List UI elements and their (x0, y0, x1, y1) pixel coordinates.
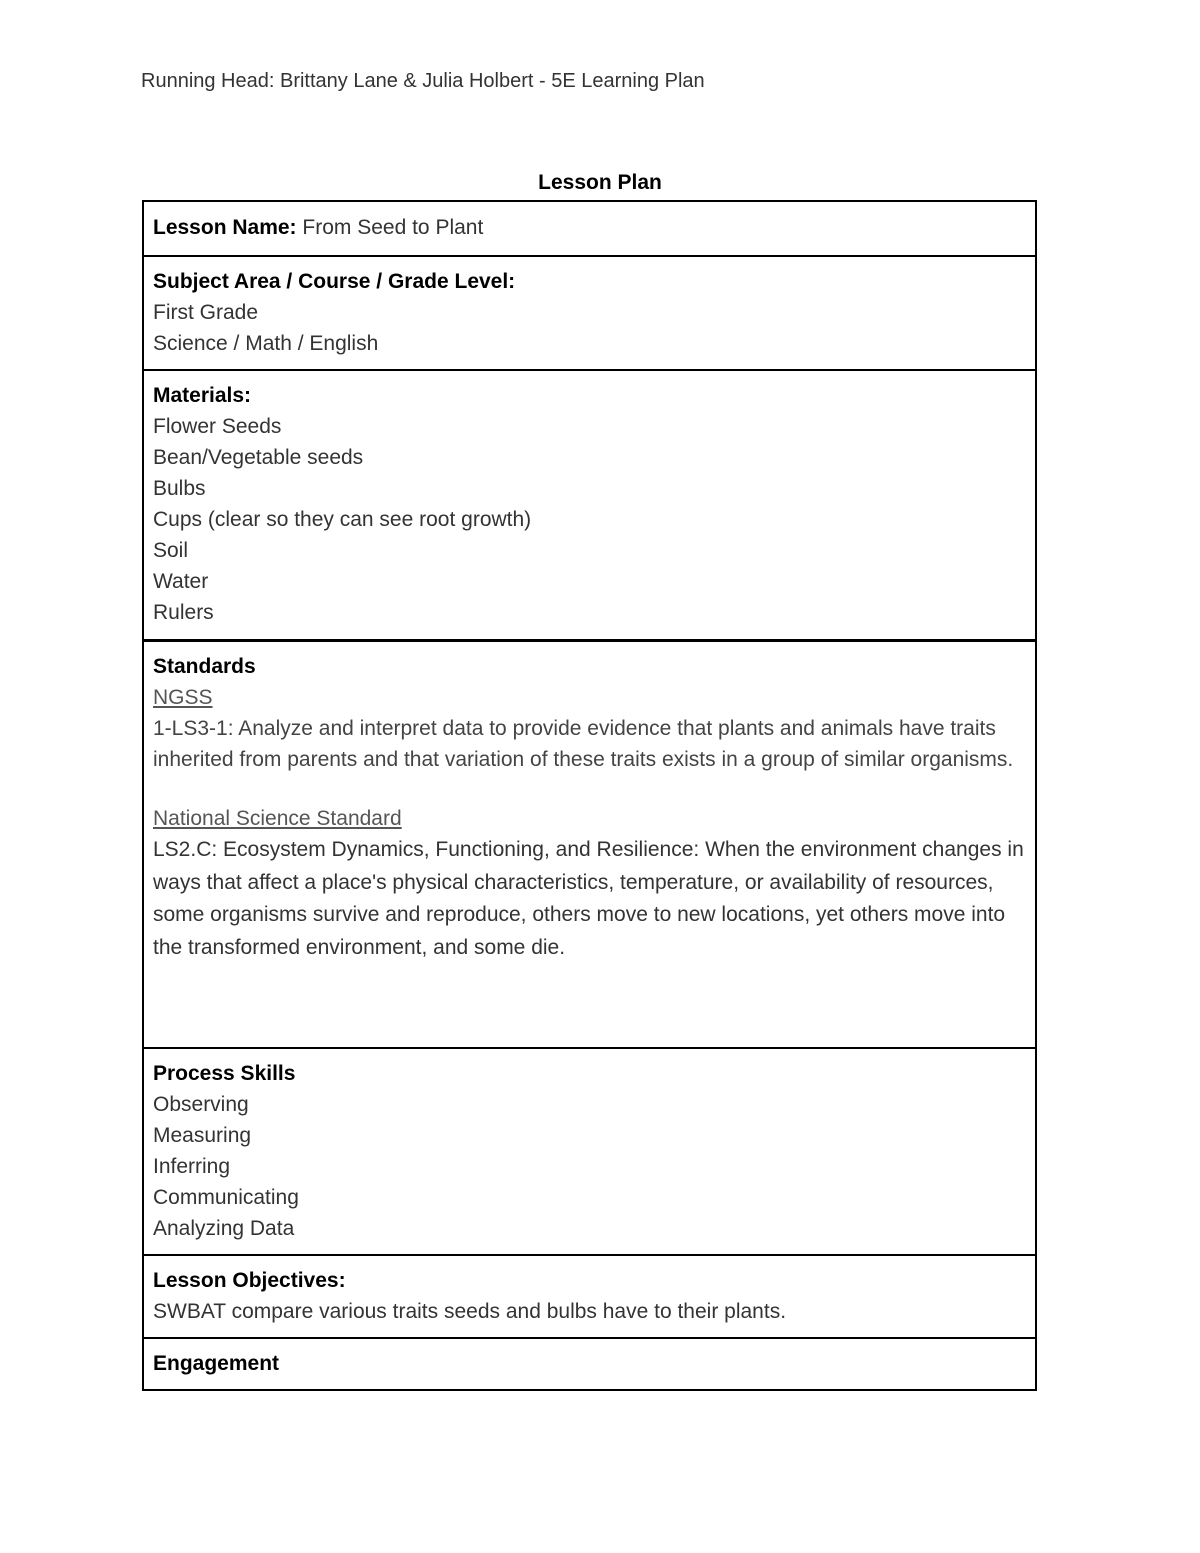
materials-item: Water (153, 570, 209, 593)
objectives-label: Lesson Objectives: (153, 1269, 346, 1292)
subject-line: Science / Math / English (153, 332, 379, 355)
national-standard-text: LS2.C: Ecosystem Dynamics, Functioning, and Resilience: When the environment changes in ways that affect a place's physical characteristics, temperature, or availability of resources, some organisms survive and reproduce, others move to new locations, yet others move into the transformed environment, and some die. (153, 838, 1024, 959)
materials-item: Rulers (153, 601, 214, 624)
ngss-standard-text: 1-LS3-1: Analyze and interpret data to provide evidence that plants and animals have traits inherited from parents and that variation of these traits exists in a group of similar organisms. (153, 717, 1014, 771)
process-skill-item: Measuring (153, 1124, 252, 1147)
subject-row (144, 255, 1035, 369)
national-standard-heading: National Science Standard (153, 807, 402, 830)
ngss-heading: NGSS (153, 686, 213, 709)
materials-row (144, 369, 1035, 639)
subject-line: First Grade (153, 301, 259, 324)
lesson-name-value: From Seed to Plant (302, 216, 484, 239)
materials-item: Soil (153, 539, 189, 562)
materials-item: Bulbs (153, 477, 206, 500)
process-skills-row (144, 1047, 1035, 1254)
materials-label: Materials: (153, 384, 252, 407)
objectives-row (144, 1254, 1035, 1337)
process-skill-item: Observing (153, 1093, 249, 1116)
standards-label: Standards (153, 655, 256, 678)
engagement-label: Engagement (153, 1352, 280, 1375)
standards-spacer (153, 775, 1026, 803)
running-head: Running Head: Brittany Lane & Julia Holbert - 5E Learning Plan (141, 70, 705, 92)
materials-item: Flower Seeds (153, 415, 282, 438)
standards-row (144, 639, 1035, 1047)
page-title: Lesson Plan (538, 171, 662, 194)
lesson-plan-table (142, 200, 1037, 1391)
lesson-name-row (144, 202, 1035, 255)
materials-item: Bean/Vegetable seeds (153, 446, 364, 469)
objectives-text: SWBAT compare various traits seeds and bulbs have to their plants. (153, 1300, 787, 1323)
process-skill-item: Analyzing Data (153, 1217, 295, 1240)
subject-label: Subject Area / Course / Grade Level: (153, 270, 516, 293)
engagement-row (144, 1337, 1035, 1389)
process-skill-item: Inferring (153, 1155, 231, 1178)
materials-item: Cups (clear so they can see root growth) (153, 508, 532, 531)
process-skill-item: Communicating (153, 1186, 299, 1209)
process-skills-label: Process Skills (153, 1062, 296, 1085)
lesson-name-label: Lesson Name: (153, 216, 297, 239)
